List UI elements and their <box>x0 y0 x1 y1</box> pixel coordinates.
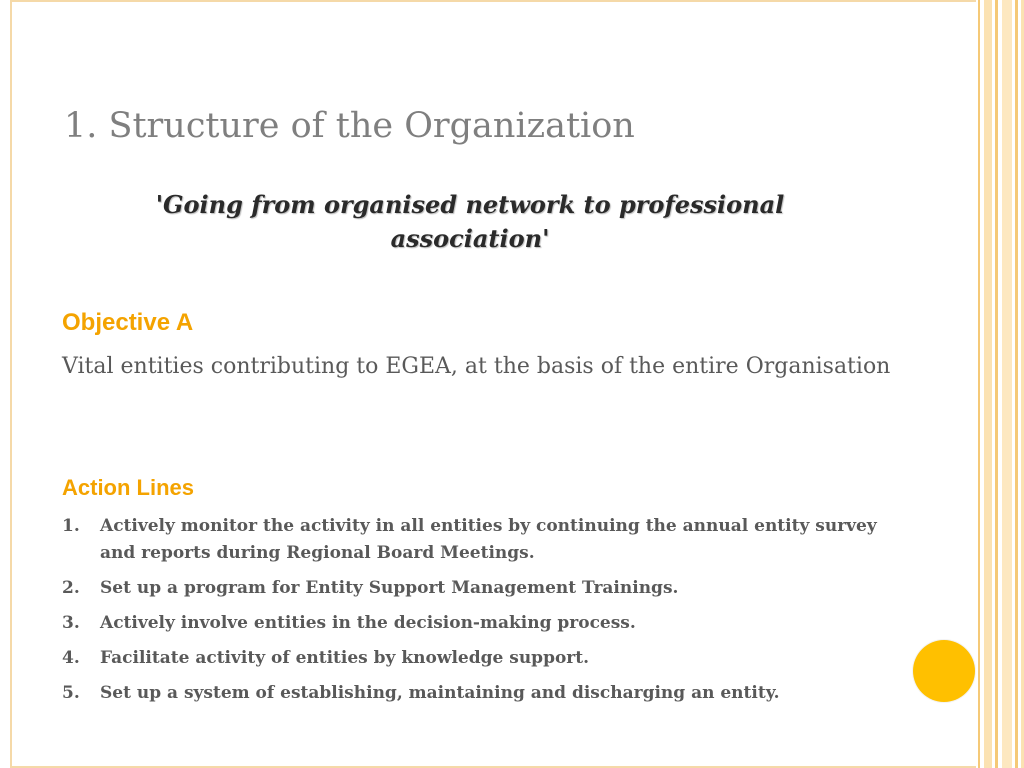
list-item <box>62 513 892 567</box>
list-item-number: 4. <box>62 648 80 668</box>
stripe <box>984 0 992 768</box>
decorative-stripes <box>976 0 1024 768</box>
decorative-circle <box>913 640 975 702</box>
stripe <box>978 0 980 768</box>
list-item-text: Actively involve entities in the decision-making process. <box>100 613 636 633</box>
list-item-number: 5. <box>62 683 80 703</box>
list-item-number: 2. <box>62 578 80 598</box>
list-item-text: Set up a program for Entity Support Management Trainings. <box>100 578 679 598</box>
stripe <box>1015 0 1018 768</box>
slide-subtitle: 'Going from organised network to professional association' <box>155 190 785 253</box>
slide-title: 1. Structure of the Organization <box>64 106 635 146</box>
list-item <box>62 610 892 637</box>
list-item-text: Facilitate activity of entities by knowledge support. <box>100 648 590 668</box>
stripe <box>995 0 998 768</box>
list-item-number: 3. <box>62 613 80 633</box>
action-lines-list <box>62 513 892 715</box>
list-item <box>62 680 892 707</box>
list-item <box>62 575 892 602</box>
stripe <box>1002 0 1012 768</box>
list-item-text: Set up a system of establishing, maintaining and discharging an entity. <box>100 683 780 703</box>
list-item <box>62 645 892 672</box>
list-item-number: 1. <box>62 516 80 536</box>
frame-left-line <box>10 0 12 768</box>
objective-heading: Objective A <box>62 309 194 336</box>
list-item-text: Actively monitor the activity in all entities by continuing the annual entity survey and reports during Regional Board Meetings. <box>100 516 877 563</box>
action-lines-heading: Action Lines <box>62 475 195 500</box>
frame-top-line <box>10 0 976 2</box>
objective-text: Vital entities contributing to EGEA, at the basis of the entire Organisation <box>62 354 891 379</box>
